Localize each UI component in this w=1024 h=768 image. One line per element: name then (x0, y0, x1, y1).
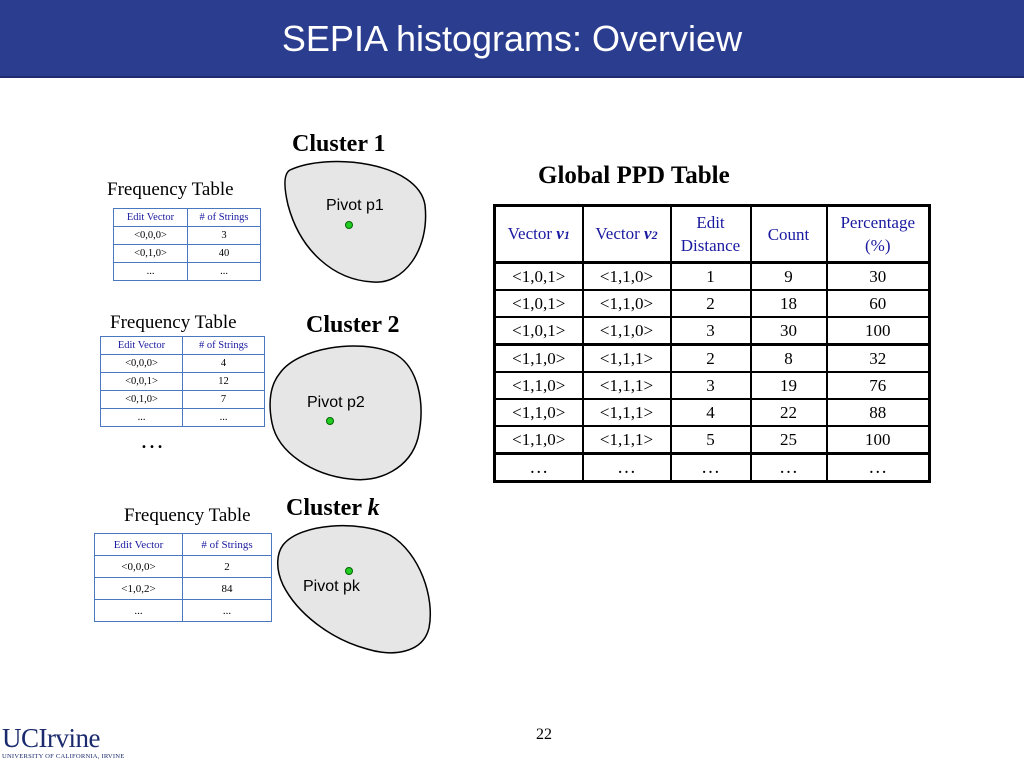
uci-logo (2, 724, 124, 760)
frequency-table-1-header (114, 209, 261, 227)
frequency-table-k-header (95, 534, 272, 556)
pivot-1-dot (346, 222, 353, 229)
count-cell: 40 (188, 245, 261, 263)
col-num-strings: # of Strings (183, 337, 265, 355)
percentage-cell: 76 (827, 372, 930, 399)
frequency-table-k (94, 533, 272, 622)
col-edit-vector: Edit Vector (95, 534, 183, 556)
count-cell: 3 (188, 227, 261, 245)
percentage-cell: 88 (827, 399, 930, 426)
frequency-table-k-title: Frequency Table (124, 505, 251, 526)
table-row-ellipsis (495, 454, 930, 482)
edit-vector-cell: <0,1,0> (101, 391, 183, 409)
table-row (495, 290, 930, 317)
percentage-cell: 30 (827, 263, 930, 291)
uci-logo-subtitle: UNIVERSITY OF CALIFORNIA, IRVINE (2, 753, 125, 760)
v2-cell: <1,1,1> (583, 399, 671, 426)
count-cell: 9 (751, 263, 827, 291)
col-v2-var: v (644, 223, 652, 243)
count-cell: ... (183, 600, 272, 622)
cluster-2-shape (268, 343, 426, 483)
ellipsis-cell: … (495, 454, 583, 482)
count-cell: ... (183, 409, 265, 427)
table-row (495, 317, 930, 345)
table-row (495, 345, 930, 373)
frequency-table-2-title: Frequency Table (110, 312, 237, 333)
cluster-1-title: Cluster 1 (292, 131, 386, 157)
table-row (101, 355, 265, 373)
table-row (114, 245, 261, 263)
col-edit-line2: Distance (680, 236, 741, 255)
v1-cell: <1,0,1> (495, 263, 583, 291)
edit-vector-cell: <0,1,0> (114, 245, 188, 263)
edit-vector-cell: <0,0,0> (95, 556, 183, 578)
count-cell: 4 (183, 355, 265, 373)
cluster-k-title (286, 495, 380, 522)
col-edit-distance (671, 206, 751, 263)
frequency-table-2-header (101, 337, 265, 355)
v1-cell: <1,0,1> (495, 317, 583, 345)
edit-vector-cell: ... (114, 263, 188, 281)
edit-vector-cell: ... (101, 409, 183, 427)
table-row (95, 578, 272, 600)
v1-cell: <1,0,1> (495, 290, 583, 317)
col-v1-prefix: Vector (507, 223, 557, 243)
v1-cell: <1,1,0> (495, 426, 583, 454)
v1-cell: <1,1,0> (495, 372, 583, 399)
edit-distance-cell: 4 (671, 399, 751, 426)
count-cell: ... (188, 263, 261, 281)
cluster-2-title: Cluster 2 (306, 312, 400, 338)
ellipsis-cell: … (583, 454, 671, 482)
table-row (495, 263, 930, 291)
ppd-table-title: Global PPD Table (538, 162, 730, 189)
frequency-table-2 (100, 336, 265, 427)
cluster-k-title-prefix: Cluster (286, 495, 368, 521)
uci-logo-wordmark: UCIrvine (2, 723, 100, 753)
v2-cell: <1,1,0> (583, 290, 671, 317)
ppd-table (493, 204, 931, 483)
count-cell: 8 (751, 345, 827, 373)
table-row (95, 556, 272, 578)
table-row (495, 426, 930, 454)
table-row (495, 399, 930, 426)
table-row (114, 263, 261, 281)
pivot-k-dot (346, 568, 353, 575)
edit-distance-cell: 3 (671, 317, 751, 345)
cluster-k-title-var: k (367, 495, 380, 521)
table-row (101, 409, 265, 427)
edit-distance-cell: 2 (671, 345, 751, 373)
col-v1-var: v (556, 223, 564, 243)
pivot-k-label: Pivot pk (303, 578, 360, 595)
ellipsis-cell: … (671, 454, 751, 482)
count-cell: 84 (183, 578, 272, 600)
title-bar (0, 0, 1024, 78)
col-edit-vector: Edit Vector (114, 209, 188, 227)
edit-vector-cell: <1,0,2> (95, 578, 183, 600)
table-row (101, 391, 265, 409)
edit-distance-cell: 5 (671, 426, 751, 454)
col-v2-sub: 2 (651, 227, 658, 242)
col-edit-vector: Edit Vector (101, 337, 183, 355)
col-v1-sub: 1 (563, 227, 570, 242)
edit-distance-cell: 2 (671, 290, 751, 317)
percentage-cell: 100 (827, 317, 930, 345)
v2-cell: <1,1,1> (583, 372, 671, 399)
table-row (495, 372, 930, 399)
v2-cell: <1,1,0> (583, 263, 671, 291)
clusters-ellipsis: … (140, 428, 164, 454)
v2-cell: <1,1,0> (583, 317, 671, 345)
edit-distance-cell: 3 (671, 372, 751, 399)
percentage-cell: 100 (827, 426, 930, 454)
count-cell: 25 (751, 426, 827, 454)
pivot-2-label: Pivot p2 (307, 394, 365, 411)
count-cell: 19 (751, 372, 827, 399)
page-number: 22 (536, 726, 552, 743)
percentage-cell: 60 (827, 290, 930, 317)
v1-cell: <1,1,0> (495, 399, 583, 426)
cluster-1-shape (278, 160, 428, 286)
col-edit-line1: Edit (696, 213, 725, 232)
ellipsis-cell: … (827, 454, 930, 482)
edit-vector-cell: ... (95, 600, 183, 622)
v2-cell: <1,1,1> (583, 426, 671, 454)
slide-title: SEPIA histograms: Overview (281, 18, 743, 59)
count-cell: 12 (183, 373, 265, 391)
col-percentage (827, 206, 930, 263)
table-row (95, 600, 272, 622)
edit-vector-cell: <0,0,1> (101, 373, 183, 391)
ellipsis-cell: … (751, 454, 827, 482)
count-cell: 2 (183, 556, 272, 578)
title-bar-rule (0, 76, 1024, 78)
col-num-strings: # of Strings (188, 209, 261, 227)
table-row (101, 373, 265, 391)
col-count: Count (751, 206, 827, 263)
edit-vector-cell: <0,0,0> (114, 227, 188, 245)
col-num-strings: # of Strings (183, 534, 272, 556)
percentage-cell: 32 (827, 345, 930, 373)
edit-vector-cell: <0,0,0> (101, 355, 183, 373)
pivot-1-label: Pivot p1 (326, 197, 384, 214)
ppd-table-header (495, 206, 930, 263)
col-vector-v1 (495, 206, 583, 263)
frequency-table-1 (113, 208, 261, 281)
count-cell: 22 (751, 399, 827, 426)
pivot-2-dot (327, 418, 334, 425)
table-row (114, 227, 261, 245)
count-cell: 30 (751, 317, 827, 345)
v1-cell: <1,1,0> (495, 345, 583, 373)
col-pct-line1: Percentage (840, 213, 916, 232)
col-vector-v2 (583, 206, 671, 263)
edit-distance-cell: 1 (671, 263, 751, 291)
count-cell: 7 (183, 391, 265, 409)
col-pct-line2: (%) (865, 236, 891, 255)
count-cell: 18 (751, 290, 827, 317)
v2-cell: <1,1,1> (583, 345, 671, 373)
frequency-table-1-title: Frequency Table (107, 179, 234, 200)
col-v2-prefix: Vector (595, 223, 645, 243)
